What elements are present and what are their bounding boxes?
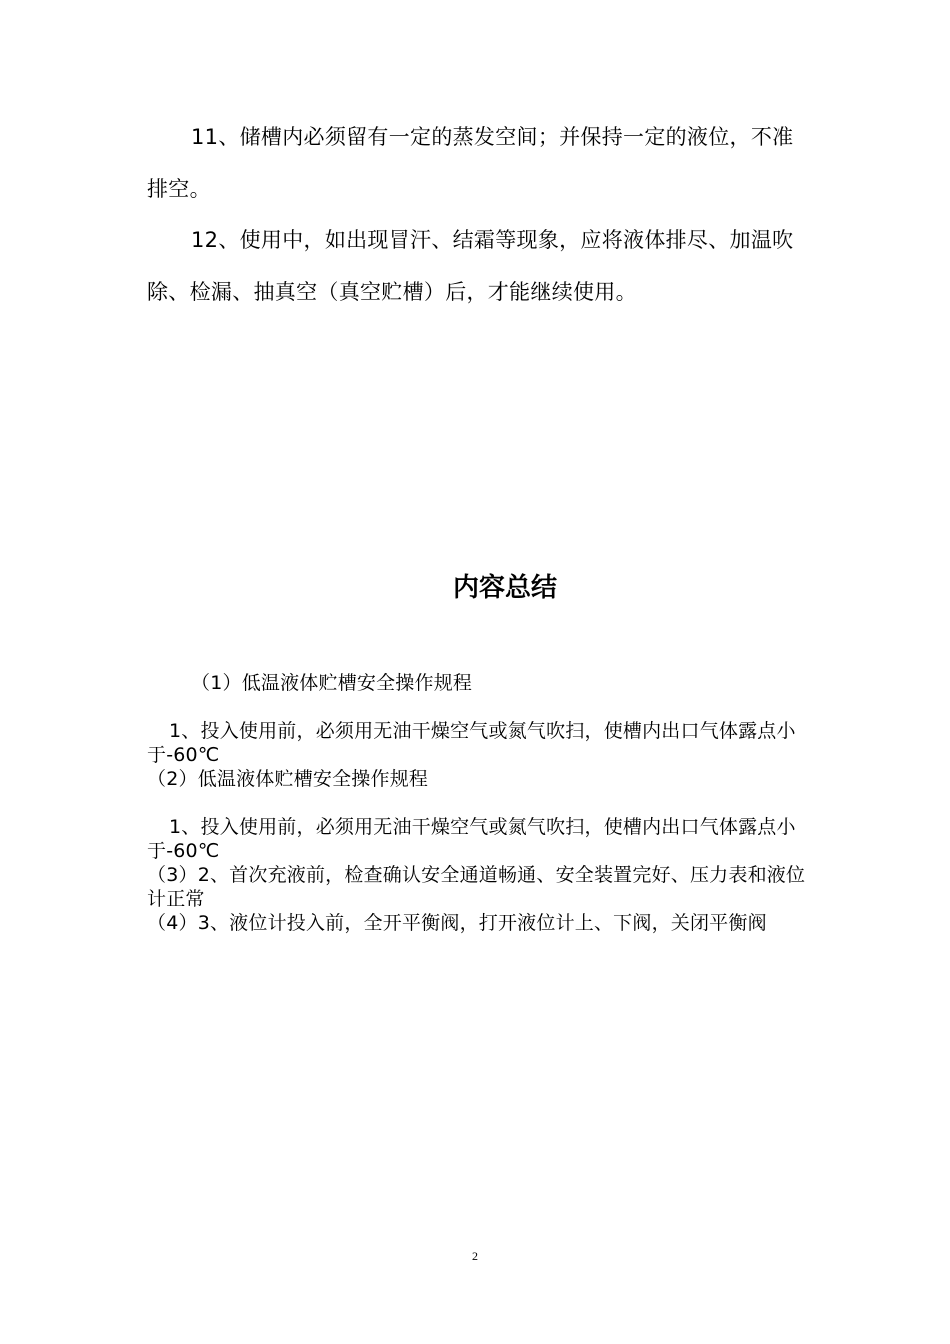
summary-line: 1、投入使用前，必须用无油干燥空气或氮气吹扫，使槽内出口气体露点小于-60℃ [147,816,796,862]
paragraph-item-12: 12、使用中，如出现冒汗、结霜等现象，应将液体排尽、加温吹除、检漏、抽真空（真空贮槽）后，才能继续使用。 [147,228,794,304]
summary-line: （4）3、液位计投入前，全开平衡阀，打开液位计上、下阀，关闭平衡阀 [147,912,767,934]
paragraph-item-11: 11、储槽内必须留有一定的蒸发空间；并保持一定的液位，不准排空。 [147,125,794,201]
summary-line: 1、投入使用前，必须用无油干燥空气或氮气吹扫，使槽内出口气体露点小于-60℃ [147,720,796,766]
summary-line: （2）低温液体贮槽安全操作规程 [147,768,429,790]
summary-title: 内容总结 [452,573,557,603]
summary-line: （3）2、首次充液前，检查确认安全通道畅通、安全装置完好、压力表和液位计正常 [147,864,806,910]
page-number: 2 [472,1249,478,1263]
summary-line: （1）低温液体贮槽安全操作规程 [191,672,473,694]
